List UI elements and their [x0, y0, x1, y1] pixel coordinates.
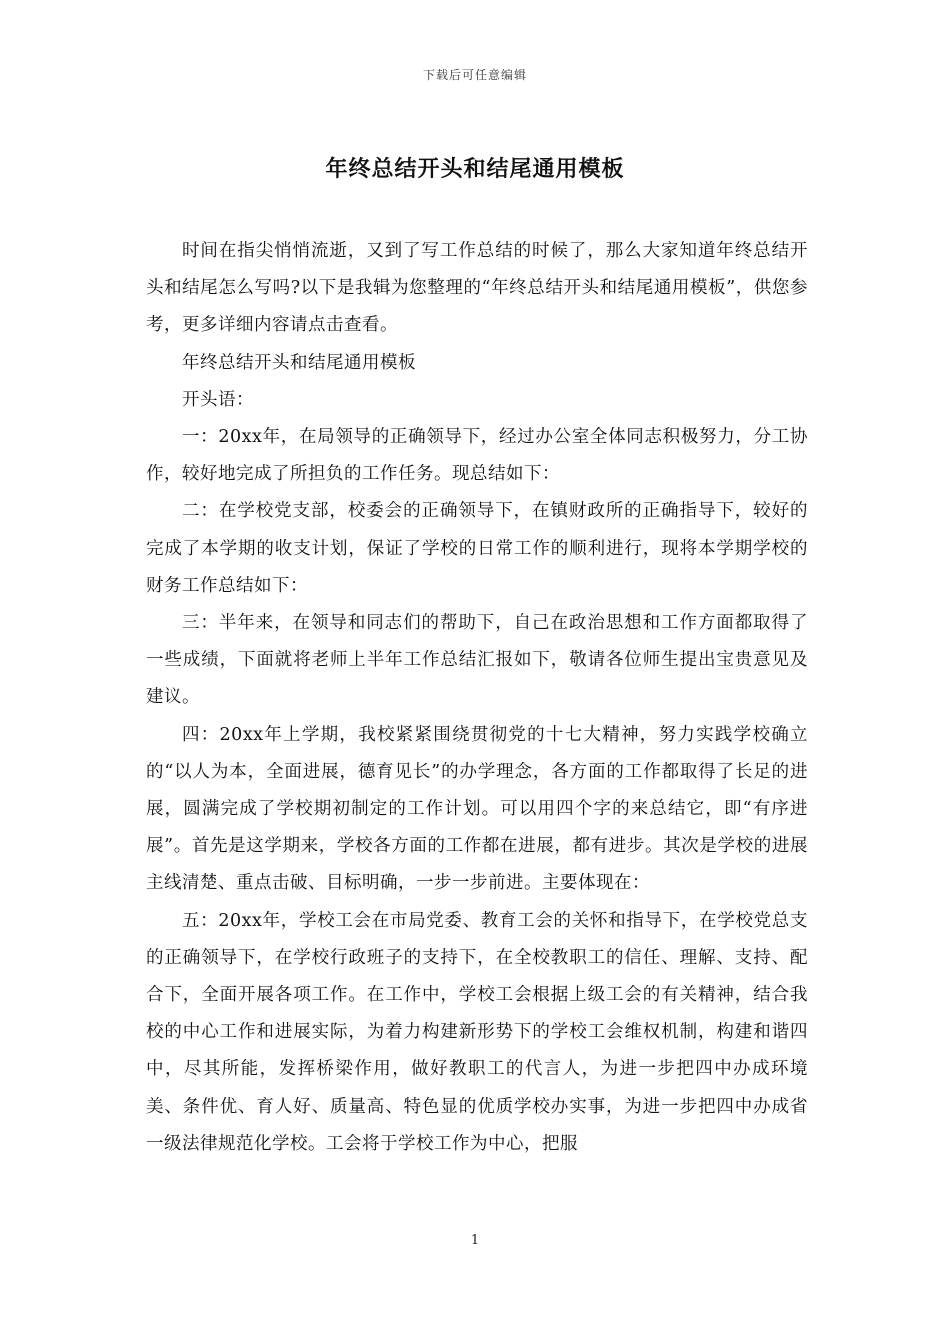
- paragraph-intro: 时间在指尖悄悄流逝，又到了写工作总结的时候了，那么大家知道年终总结开头和结尾怎么写吗?以下是我辑为您整理的“年终总结开头和结尾通用模板”，供您参考，更多详细内容请点击查看。: [146, 241, 808, 336]
- document-body: [146, 233, 808, 1163]
- paragraph-opening-label: 开头语：: [182, 389, 254, 410]
- paragraph-item-1: 一：20xx年，在局领导的正确领导下，经过办公室全体同志积极努力，分工协作，较好地完成了所担负的工作任务。现总结如下：: [146, 427, 808, 485]
- paragraph-item-4: 四：20xx年上学期，我校紧紧围绕贯彻党的十七大精神，努力实践学校确立的“以人为本，全面进展，德育见长”的办学理念，各方面的工作都取得了长足的进展，圆满完成了学校期初制定的工作计划。可以用四个字的来总结它，即“有序进展”。首先是这学期来，学校各方面的工作都在进展，都有进步。其次是学校的进展主线清楚、重点击破、目标明确，一步一步前进。主要体现在：: [146, 724, 808, 894]
- page-header: 下载后可任意编辑: [422, 68, 527, 82]
- paragraph-item-3: 三：半年来，在领导和同志们的帮助下，自己在政治思想和工作方面都取得了一些成绩，下面就将老师上半年工作总结汇报如下，敬请各位师生提出宝贵意见及建议。: [146, 613, 808, 708]
- paragraph-item-2: 二：在学校党支部，校委会的正确领导下，在镇财政所的正确指导下，较好的完成了本学期的收支计划，保证了学校的日常工作的顺利进行，现将本学期学校的财务工作总结如下：: [146, 501, 808, 596]
- paragraph-subtitle: 年终总结开头和结尾通用模板: [182, 352, 416, 373]
- paragraph-item-5: 五：20xx年，学校工会在市局党委、教育工会的关怀和指导下，在学校党总支的正确领导下，在学校行政班子的支持下，在全校教职工的信任、理解、支持、配合下，全面开展各项工作。在工作中，学校工会根据上级工会的有关精神，结合我校的中心工作和进展实际，为着力构建新形势下的学校工会维权机制，构建和谐四中，尽其所能，发挥桥梁作用，做好教职工的代言人，为进一步把四中办成环境美、条件优、育人好、质量高、特色显的优质学校办实事，为进一步把四中办成省一级法律规范化学校。工会将于学校工作为中心，把服: [146, 910, 808, 1154]
- document-title: 年终总结开头和结尾通用模板: [325, 156, 625, 182]
- page-number: 1: [470, 1233, 480, 1248]
